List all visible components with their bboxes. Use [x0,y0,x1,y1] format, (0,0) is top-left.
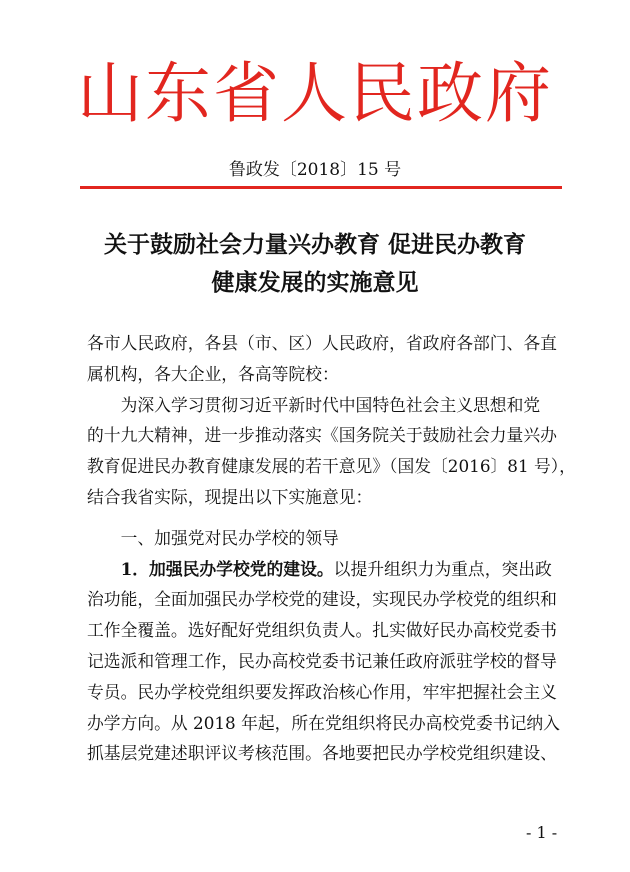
page-number: - 1 - [526,823,558,842]
document-body [87,328,576,769]
red-divider-rule [80,186,562,189]
intro-line-2: 的十九大精神，进一步推动落实《国务院关于鼓励社会力量兴办 [87,425,557,446]
section-heading: 一、加强党对民办学校的领导 [120,527,339,548]
issuing-authority-title: 山东省人民政府 [77,55,553,132]
document-number: 鲁政发〔2018〕15 号 [228,160,402,180]
recipients-line-2: 属机构，各大企业，各高等院校： [87,363,339,384]
intro-line-3: 教育促进民办教育健康发展的若干意见》（国发〔2016〕81 号）， [87,456,576,477]
item-1-label: 1．加强民办学校党的建设。 [120,558,334,579]
item-1-line-5: 专员。民办学校党组织要发挥政治核心作用，牢牢把握社会主义 [87,681,557,702]
item-1-line-4: 记选派和管理工作，民办高校党委书记兼任政府派驻学校的督导 [87,650,557,671]
document-title-line-2: 健康发展的实施意见 [211,270,419,296]
item-1-line-7: 抓基层党建述职评议考核范围。各地要把民办学校党组织建设、 [87,743,557,764]
paragraph-gap [87,513,565,523]
item-1-line-1 [87,554,565,585]
intro-line-4: 结合我省实际，现提出以下实施意见： [87,486,373,507]
document-title [60,226,570,302]
item-1-line-2: 治功能，全面加强民办学校党的建设，实现民办学校党的组织和 [87,589,557,610]
recipients-line-1: 各市人民政府，各县（市、区）人民政府，省政府各部门、各直 [87,333,557,353]
document-title-line-1: 关于鼓励社会力量兴办教育 促进民办教育 [103,232,526,258]
intro-line-1: 为深入学习贯彻习近平新时代中国特色社会主义思想和党 [120,394,541,415]
item-1-line-6: 办学方向。从 2018 年起，所在党组织将民办高校党委书记纳入 [87,712,560,733]
item-1-line-3: 工作全覆盖。选好配好党组织负责人。扎实做好民办高校党委书 [87,620,557,641]
item-1-line-1-text: 以提升组织力为重点，突出政 [333,558,552,579]
